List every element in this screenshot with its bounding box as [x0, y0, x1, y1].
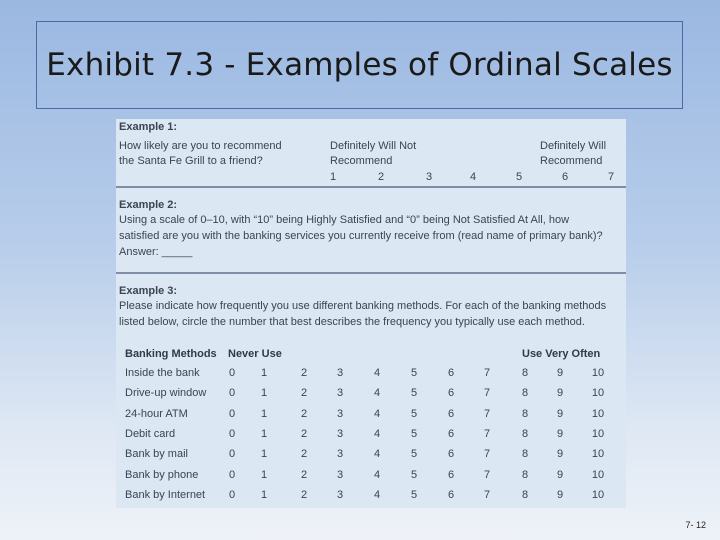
col-use-very-often: Use Very Often	[522, 348, 601, 360]
scale-option: 5	[410, 427, 418, 440]
scale-option: 6	[447, 387, 455, 400]
scale-option: 3	[336, 488, 344, 501]
scale-option: 2	[300, 387, 308, 400]
scale-option: 8	[521, 367, 529, 379]
scale-option: 6	[447, 448, 455, 461]
banking-method-label: Bank by mail	[125, 448, 188, 461]
scale-option: 8	[521, 427, 529, 440]
scale-option: 5	[410, 407, 418, 420]
example2-line2: satisfied are you with the banking services you currently receive from (read name of primary bank)?	[119, 230, 603, 242]
scale-option: 0	[228, 407, 236, 420]
example1-scale-point: 4	[470, 171, 477, 183]
scale-option: 2	[300, 488, 308, 501]
scale-option: 7	[483, 427, 491, 440]
scale-option: 1	[260, 427, 268, 440]
scale-option: 2	[300, 367, 308, 379]
scale-option: 10	[591, 387, 605, 400]
col-banking-methods: Banking Methods	[125, 348, 217, 360]
example2-answer: Answer: _____	[119, 246, 193, 258]
example1-question-line2: the Santa Fe Grill to a friend?	[119, 155, 263, 167]
scale-option: 4	[373, 427, 381, 440]
divider	[116, 272, 626, 274]
scale-option: 1	[260, 468, 268, 481]
scale-option: 7	[483, 387, 491, 400]
table-row	[116, 367, 626, 387]
example2-heading: Example 2:	[119, 199, 178, 211]
example1-scale-point: 1	[330, 171, 337, 183]
scale-option: 9	[556, 448, 564, 461]
scale-option: 4	[373, 387, 381, 400]
table-row	[116, 448, 626, 468]
scale-option: 3	[336, 407, 344, 420]
scale-option: 3	[336, 367, 344, 379]
scale-option: 10	[591, 488, 605, 501]
scale-option: 2	[300, 468, 308, 481]
scale-option: 8	[521, 407, 529, 420]
scale-option: 9	[556, 367, 564, 379]
example2-line1: Using a scale of 0–10, with “10” being Highly Satisfied and “0” being Not Satisfied At All, how	[119, 214, 570, 226]
scale-option: 7	[483, 407, 491, 420]
scale-option: 4	[373, 407, 381, 420]
col-never-use: Never Use	[228, 348, 282, 360]
scale-option: 0	[228, 448, 236, 461]
table-row	[116, 408, 626, 428]
scale-option: 7	[483, 468, 491, 481]
scale-option: 6	[447, 427, 455, 440]
table-row	[116, 428, 626, 448]
example1-scale-point: 6	[562, 171, 569, 183]
scale-option: 8	[521, 448, 529, 461]
scale-option: 2	[300, 427, 308, 440]
example1-low-anchor-line1: Definitely Will Not	[330, 140, 417, 152]
example1-scale-point: 2	[378, 171, 385, 183]
scale-option: 10	[591, 367, 605, 379]
scale-option: 10	[591, 427, 605, 440]
scale-option: 4	[373, 468, 381, 481]
scale-option: 3	[336, 448, 344, 461]
scale-option: 5	[410, 387, 418, 400]
scale-option: 3	[336, 468, 344, 481]
scale-option: 7	[483, 367, 491, 379]
scale-option: 1	[260, 448, 268, 461]
scale-option: 4	[373, 488, 381, 501]
scale-option: 0	[228, 427, 236, 440]
banking-method-label: Drive-up window	[125, 387, 207, 400]
example1-high-anchor-line1: Definitely Will	[540, 140, 607, 152]
table-row	[116, 469, 626, 489]
scale-option: 7	[483, 448, 491, 461]
scale-option: 6	[447, 367, 455, 379]
table-row	[116, 489, 626, 509]
scale-option: 5	[410, 488, 418, 501]
scale-option: 6	[447, 488, 455, 501]
scale-option: 1	[260, 387, 268, 400]
scale-option: 0	[228, 387, 236, 400]
example1-low-anchor-line2: Recommend	[330, 155, 393, 167]
slide-title-box	[36, 21, 683, 109]
scale-option: 6	[447, 407, 455, 420]
scale-option: 2	[300, 448, 308, 461]
scale-option: 2	[300, 407, 308, 420]
scale-option: 3	[336, 427, 344, 440]
scale-option: 1	[260, 367, 268, 379]
example1-scale-point: 5	[516, 171, 523, 183]
scale-option: 9	[556, 387, 564, 400]
scale-option: 1	[260, 407, 268, 420]
scale-option: 4	[373, 448, 381, 461]
scale-option: 9	[556, 468, 564, 481]
scale-option: 9	[556, 407, 564, 420]
scale-option: 9	[556, 488, 564, 501]
scale-option: 5	[410, 367, 418, 379]
scale-option: 10	[591, 407, 605, 420]
example3-line1: Please indicate how frequently you use different banking methods. For each of the banking methods	[119, 300, 607, 312]
scale-option: 6	[447, 468, 455, 481]
slide-title: Exhibit 7.3 - Examples of Ordinal Scales	[46, 47, 673, 83]
banking-method-label: 24-hour ATM	[125, 407, 188, 420]
scale-option: 1	[260, 488, 268, 501]
scale-option: 8	[521, 488, 529, 501]
scale-option: 0	[228, 468, 236, 481]
scale-option: 0	[228, 488, 236, 501]
scale-option: 8	[521, 387, 529, 400]
example1-scale-point: 7	[608, 171, 615, 183]
scale-option: 9	[556, 427, 564, 440]
banking-method-label: Inside the bank	[125, 367, 200, 379]
scale-option: 7	[483, 488, 491, 501]
banking-method-label: Bank by phone	[125, 468, 199, 481]
scale-option: 0	[228, 367, 236, 379]
scale-option: 10	[591, 448, 605, 461]
divider	[116, 186, 626, 188]
banking-method-label: Debit card	[125, 427, 176, 440]
example1-scale-point: 3	[426, 171, 433, 183]
example3-heading: Example 3:	[119, 285, 178, 297]
scale-option: 4	[373, 367, 381, 379]
exhibit-panel	[116, 119, 626, 508]
scale-option: 5	[410, 448, 418, 461]
scale-option: 3	[336, 387, 344, 400]
banking-method-label: Bank by Internet	[125, 488, 206, 501]
table-row	[116, 387, 626, 407]
example1-question-line1: How likely are you to recommend	[119, 140, 282, 152]
scale-option: 10	[591, 468, 605, 481]
scale-option: 5	[410, 468, 418, 481]
example1-high-anchor-line2: Recommend	[540, 155, 603, 167]
example3-line2: listed below, circle the number that best describes the frequency you typically use each method.	[119, 316, 585, 328]
scale-option: 8	[521, 468, 529, 481]
example1-heading: Example 1:	[119, 121, 178, 133]
page-number: 7- 12	[685, 520, 706, 530]
